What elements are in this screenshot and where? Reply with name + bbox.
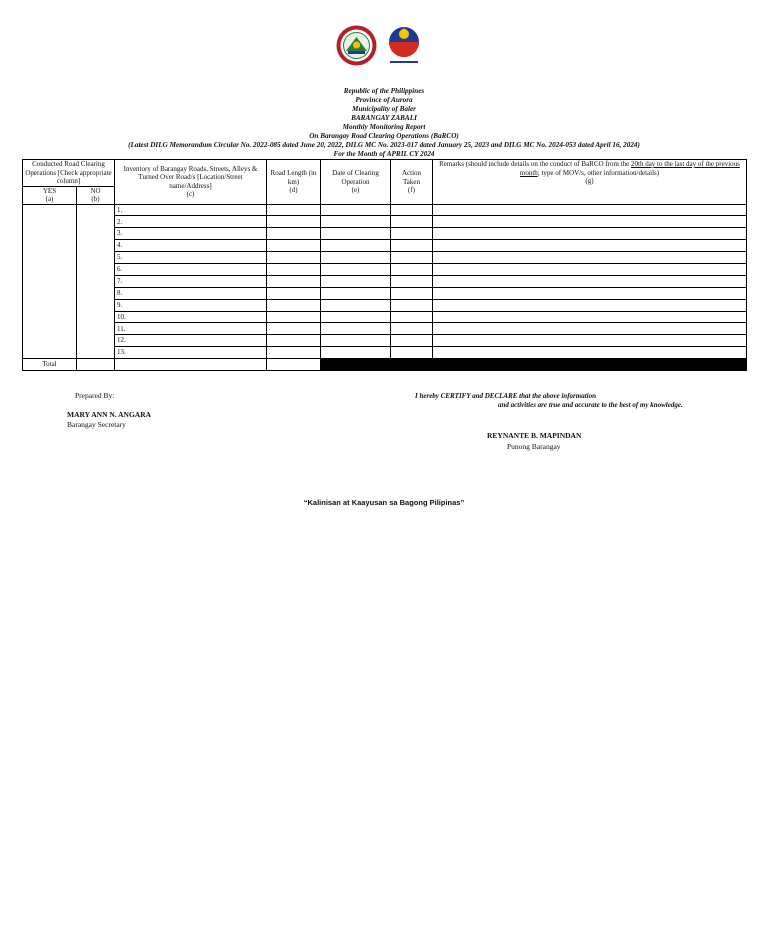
length-cell[interactable] [267, 228, 321, 240]
table-row [23, 335, 747, 347]
total-length-cell[interactable] [267, 359, 321, 371]
bagong-pilipinas-logo-icon [384, 25, 424, 67]
date-cell[interactable] [321, 252, 391, 264]
date-cell[interactable] [321, 228, 391, 240]
table-row [23, 228, 747, 240]
secretary-title: Barangay Secretary [67, 420, 126, 429]
length-cell[interactable] [267, 263, 321, 275]
table-row [23, 240, 747, 252]
yes-checkbox-cell[interactable] [23, 204, 77, 359]
col-remarks-header [433, 160, 747, 205]
length-cell[interactable] [267, 323, 321, 335]
action-cell[interactable] [391, 347, 433, 359]
col-length-header [267, 160, 321, 205]
col-action-label: Action Taken [401, 169, 422, 186]
table-row [23, 275, 747, 287]
date-cell[interactable] [321, 311, 391, 323]
inventory-cell[interactable]: 3. [115, 228, 267, 240]
col-yes-header [23, 186, 77, 204]
remarks-cell[interactable] [433, 347, 747, 359]
table-row [23, 252, 747, 264]
length-cell[interactable] [267, 240, 321, 252]
col-inventory-sub: (c) [186, 190, 195, 199]
date-cell[interactable] [321, 240, 391, 252]
col-no-sub: (b) [91, 195, 100, 203]
inventory-cell[interactable]: 7. [115, 275, 267, 287]
date-cell[interactable] [321, 347, 391, 359]
length-cell[interactable] [267, 347, 321, 359]
report-header [0, 87, 768, 159]
total-blackout [321, 359, 747, 371]
length-cell[interactable] [267, 335, 321, 347]
remarks-cell[interactable] [433, 204, 747, 216]
inventory-cell[interactable]: 2. [115, 216, 267, 228]
table-row [23, 204, 747, 216]
table-row [23, 263, 747, 275]
length-cell[interactable] [267, 204, 321, 216]
date-cell[interactable] [321, 216, 391, 228]
action-cell[interactable] [391, 323, 433, 335]
remarks-cell[interactable] [433, 228, 747, 240]
remarks-cell[interactable] [433, 252, 747, 264]
logos-block [336, 25, 426, 67]
inventory-cell[interactable]: 8. [115, 287, 267, 299]
date-cell[interactable] [321, 204, 391, 216]
total-label: Total [23, 359, 77, 371]
table-row [23, 347, 747, 359]
col-remarks-sub: (g) [585, 177, 594, 185]
remarks-text-underlined: 20th day to the last day of the previous month [519, 160, 740, 177]
remarks-text-b: ; type of MOV/s, other information/details) [537, 168, 660, 177]
header-municipality: Municipality of Baler [352, 105, 416, 113]
certify-line-1: I hereby CERTIFY and DECLARE that the above information [415, 392, 596, 400]
monitoring-table [22, 159, 747, 371]
no-checkbox-cell[interactable] [77, 204, 115, 359]
total-inventory-cell [115, 359, 267, 371]
col-inventory-header [115, 160, 267, 205]
header-references: (Latest DILG Memorandum Circular No. 2022-085 dated June 20, 2022, DILG MC No. 2023-017 dated January 25, 2023 and DILG MC No. 2024-053 dated April 16, 2024) [128, 141, 640, 149]
remarks-cell[interactable] [433, 275, 747, 287]
col-date-sub: (e) [351, 186, 360, 194]
action-cell[interactable] [391, 204, 433, 216]
inventory-cell[interactable]: 9. [115, 299, 267, 311]
barangay-seal-icon [336, 25, 377, 66]
remarks-text-a: Remarks (should include details on the conduct of BaRCO from the [439, 160, 631, 168]
col-conducted-header: Conducted Road Clearing Operations [Check appropriate column] [23, 160, 115, 187]
captain-title: Punong Barangay [507, 442, 561, 451]
header-province: Province of Aurora [355, 96, 413, 104]
action-cell[interactable] [391, 252, 433, 264]
header-report-title: Monthly Monitoring Report [342, 123, 426, 131]
date-cell[interactable] [321, 335, 391, 347]
action-cell[interactable] [391, 275, 433, 287]
col-date-header [321, 160, 391, 205]
inventory-cell[interactable]: 13. [115, 347, 267, 359]
inventory-cell[interactable]: 5. [115, 252, 267, 264]
remarks-cell[interactable] [433, 240, 747, 252]
col-no-header [77, 186, 115, 204]
col-remarks-label [435, 160, 744, 177]
col-no-label: NO [90, 186, 101, 195]
inventory-cell[interactable]: 12. [115, 335, 267, 347]
header-report-subtitle: On Barangay Road Clearing Operations (BaRCO) [309, 132, 459, 140]
date-cell[interactable] [321, 263, 391, 275]
table-row [23, 299, 747, 311]
remarks-cell[interactable] [433, 299, 747, 311]
length-cell[interactable] [267, 252, 321, 264]
action-cell[interactable] [391, 299, 433, 311]
date-cell[interactable] [321, 299, 391, 311]
remarks-cell[interactable] [433, 216, 747, 228]
length-cell[interactable] [267, 299, 321, 311]
table-row [23, 287, 747, 299]
header-period: For the Month of APRIL CY 2024 [333, 150, 435, 158]
length-cell[interactable] [267, 216, 321, 228]
remarks-cell[interactable] [433, 287, 747, 299]
header-country: Republic of the Philippines [343, 87, 425, 95]
header-barangay: BARANGAY ZABALI [351, 114, 417, 122]
col-length-sub: (d) [289, 186, 298, 194]
inventory-cell[interactable]: 4. [115, 240, 267, 252]
prepared-by-label: Prepared By: [75, 391, 115, 400]
total-no-cell[interactable] [77, 359, 115, 371]
table-body [23, 204, 747, 370]
remarks-cell[interactable] [433, 311, 747, 323]
captain-name: REYNANTE B. MAPINDAN [487, 431, 582, 440]
col-yes-label: YES [42, 186, 57, 195]
table-row [23, 216, 747, 228]
action-cell[interactable] [391, 263, 433, 275]
secretary-name: MARY ANN N. ANGARA [67, 410, 152, 419]
table-row [23, 323, 747, 335]
length-cell[interactable] [267, 311, 321, 323]
inventory-cell[interactable]: 10. [115, 311, 267, 323]
remarks-cell[interactable] [433, 335, 747, 347]
inventory-cell[interactable]: 11. [115, 323, 267, 335]
col-date-label: Date of Clearing Operation [332, 169, 379, 186]
action-cell[interactable] [391, 216, 433, 228]
motto: “Kalinisan at Kaayusan sa Bagong Pilipinas” [303, 498, 465, 507]
action-cell[interactable] [391, 335, 433, 347]
date-cell[interactable] [321, 275, 391, 287]
col-inventory-label: Inventory of Barangay Roads, Streets, Alleys & Turned Over Road/s [Location/Street name/Address] [123, 164, 258, 190]
table-row [23, 311, 747, 323]
col-action-header [391, 160, 433, 205]
col-yes-sub: (a) [45, 195, 54, 203]
col-length-label: Road Length (in km) [270, 169, 317, 186]
inventory-cell[interactable]: 1. [115, 204, 267, 216]
action-cell[interactable] [391, 287, 433, 299]
remarks-cell[interactable] [433, 263, 747, 275]
action-cell[interactable] [391, 228, 433, 240]
length-cell[interactable] [267, 275, 321, 287]
date-cell[interactable] [321, 287, 391, 299]
length-cell[interactable] [267, 287, 321, 299]
inventory-cell[interactable]: 6. [115, 263, 267, 275]
date-cell[interactable] [321, 323, 391, 335]
certify-line-2: and activities are true and accurate to the best of my knowledge. [498, 401, 683, 409]
action-cell[interactable] [391, 311, 433, 323]
action-cell[interactable] [391, 240, 433, 252]
remarks-cell[interactable] [433, 323, 747, 335]
total-row [23, 359, 747, 371]
col-action-sub: (f) [408, 186, 415, 194]
